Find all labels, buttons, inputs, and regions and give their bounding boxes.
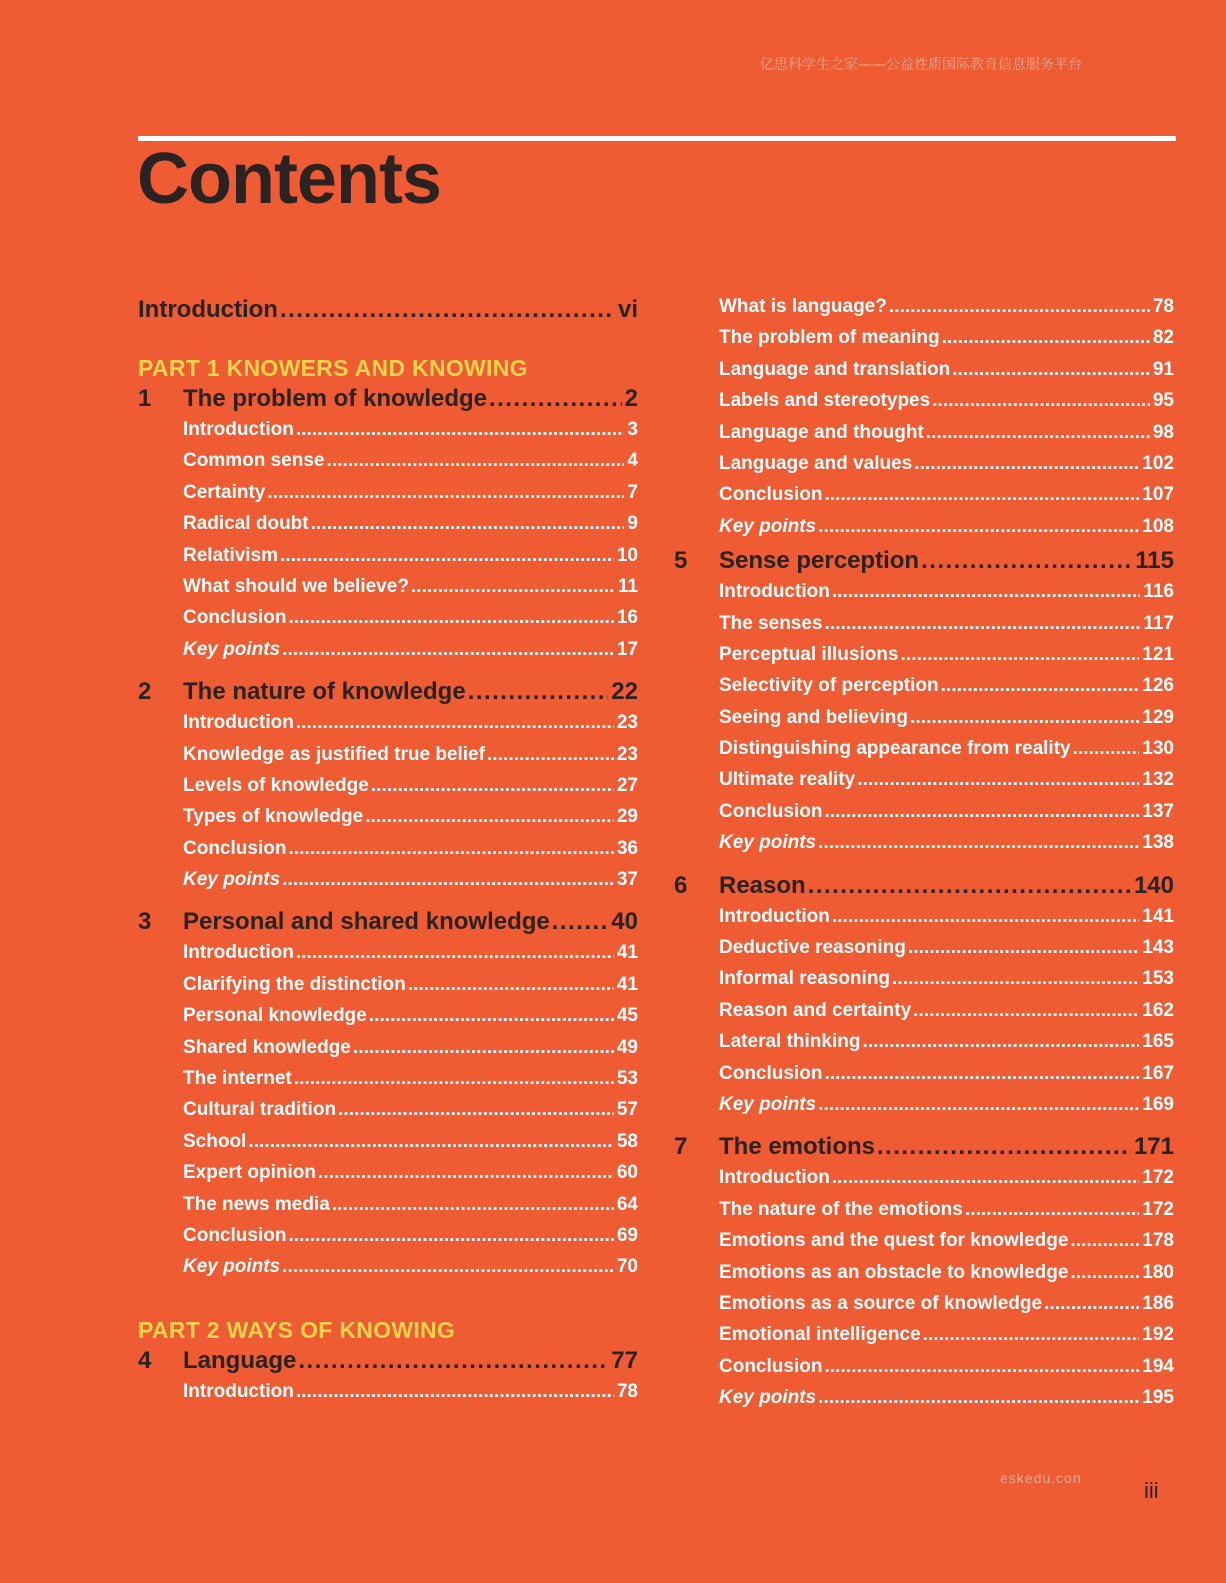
toc-entry-label: Introduction (183, 942, 294, 964)
toc-entry-label: Emotional intelligence (719, 1324, 921, 1346)
toc-entry-page: 130 (1142, 738, 1174, 760)
toc-entry-label: School (183, 1130, 247, 1152)
toc-entry-page: 129 (1142, 706, 1174, 728)
toc-entry-page: 9 (627, 513, 638, 535)
dot-leader (892, 968, 1139, 990)
toc-entry-label: Reason (719, 871, 806, 899)
page-number: iii (1144, 1478, 1159, 1503)
dot-leader (369, 1005, 614, 1027)
toc-entry-label: Seeing and believing (719, 706, 908, 728)
toc-entry-page: 69 (616, 1224, 638, 1246)
toc-entry-label: Key points (719, 1387, 817, 1409)
toc-entry-label: Personal and shared knowledge (183, 908, 550, 936)
toc-section[interactable] (674, 422, 1174, 453)
toc-chapter[interactable] (138, 678, 638, 712)
dot-leader (298, 1347, 608, 1375)
toc-section[interactable] (138, 482, 638, 513)
toc-chapter-entry[interactable] (719, 547, 1174, 575)
toc-section[interactable] (674, 453, 1174, 484)
dot-leader (824, 484, 1139, 506)
dot-leader (941, 675, 1140, 697)
toc-entry-page: 64 (616, 1193, 638, 1215)
toc-entry-page: 117 (1143, 612, 1174, 634)
dot-leader (832, 906, 1139, 928)
toc-entry-label: Labels and stereotypes (719, 390, 931, 412)
toc-entry-label: Perceptual illusions (719, 643, 899, 665)
toc-entry-label: Introduction (183, 419, 294, 440)
toc-entry-page: 7 (627, 481, 638, 503)
dot-leader (808, 872, 1131, 900)
toc-entry-label: Expert opinion (183, 1162, 316, 1184)
toc-entry-label: Emotions as a source of knowledge (719, 1292, 1043, 1314)
toc-entry-page: 186 (1142, 1292, 1174, 1314)
toc-entry-page: 172 (1142, 1167, 1174, 1189)
toc-entry-page: 178 (1142, 1230, 1174, 1252)
toc-entry-page: 78 (1152, 296, 1174, 317)
dot-leader (1070, 1230, 1139, 1252)
toc-entry-page: 162 (1142, 999, 1174, 1021)
toc-entry-label: The problem of meaning (719, 327, 940, 349)
toc-chapter[interactable] (138, 385, 638, 419)
dot-leader (311, 513, 625, 535)
toc-entry-page: 78 (616, 1380, 638, 1402)
toc-entry-label: Conclusion (719, 484, 823, 506)
dot-leader (952, 359, 1150, 381)
dot-leader (280, 296, 615, 324)
toc-entry-label: Common sense (183, 450, 325, 472)
toc-section[interactable] (138, 419, 638, 450)
toc-entry-label: Key points (719, 832, 817, 854)
toc-entry-label: Conclusion (183, 837, 287, 859)
dot-leader (487, 744, 614, 766)
toc-entry-label: Introduction (183, 1380, 294, 1402)
toc-left-column (138, 296, 638, 1412)
dot-leader (818, 1387, 1139, 1409)
toc-entry-label: Certainty (183, 481, 266, 503)
toc-entry-label: Informal reasoning (719, 968, 891, 990)
toc-entry-label: What should we believe? (183, 575, 409, 597)
toc-chapter-entry[interactable] (719, 1133, 1174, 1161)
toc-entry-page: 36 (616, 837, 638, 859)
dot-leader (468, 678, 609, 706)
toc-entry-page: 27 (616, 774, 638, 796)
toc-section[interactable] (138, 576, 638, 607)
chapter-number: 4 (138, 1346, 152, 1374)
toc-section[interactable] (674, 390, 1174, 421)
toc-entry-label: Key points (183, 1256, 281, 1278)
dot-leader (280, 545, 614, 567)
dot-leader (282, 1256, 614, 1278)
toc-entry-label: Conclusion (719, 1062, 823, 1084)
dot-leader (923, 1324, 1140, 1346)
dot-leader (288, 1225, 613, 1247)
toc-entry-page: 23 (616, 712, 638, 734)
toc-entry-page: 121 (1142, 643, 1174, 665)
dot-leader (332, 1194, 614, 1216)
toc-entry-page: 95 (1152, 390, 1174, 412)
toc-key-points[interactable] (674, 1387, 1174, 1418)
toc-entry-label: Introduction (138, 296, 278, 323)
toc-entry-page: 3 (627, 419, 638, 440)
toc-entry-label: The internet (183, 1068, 292, 1090)
toc-entry-label: Radical doubt (183, 513, 309, 535)
toc-section[interactable] (674, 937, 1174, 968)
toc-entry-label: Knowledge as justified true belief (183, 743, 485, 765)
toc-entry-page: 132 (1142, 769, 1174, 791)
toc-entry-page: 140 (1133, 871, 1174, 899)
toc-entry-label: Language and translation (719, 358, 951, 380)
dot-leader (824, 801, 1139, 823)
dot-leader (371, 775, 614, 797)
dot-leader (926, 422, 1150, 444)
toc-entry-page: 195 (1142, 1387, 1174, 1409)
toc-entry-page: 29 (616, 806, 638, 828)
dot-leader (932, 390, 1150, 412)
toc-chapter[interactable] (674, 1133, 1174, 1167)
toc-section[interactable] (138, 775, 638, 806)
dot-leader (824, 1356, 1139, 1378)
toc-entry-page: 194 (1142, 1355, 1174, 1377)
toc-entry-page: 40 (611, 908, 638, 936)
toc-entry-page: 23 (616, 743, 638, 765)
dot-leader (489, 385, 622, 413)
toc-section[interactable] (674, 296, 1174, 327)
toc-section[interactable] (674, 707, 1174, 738)
toc-part-heading: PART 1 KNOWERS AND KNOWING (138, 355, 528, 381)
toc-entry-page: 143 (1142, 937, 1174, 959)
toc-section[interactable] (674, 359, 1174, 390)
toc-entry-page: 169 (1142, 1093, 1174, 1115)
toc-section[interactable] (674, 581, 1174, 612)
dot-leader (1073, 738, 1140, 760)
toc-section[interactable] (674, 968, 1174, 999)
dot-leader (288, 607, 613, 629)
toc-section[interactable] (674, 1293, 1174, 1324)
toc-entry-label: Ultimate reality (719, 769, 856, 791)
toc-section[interactable] (674, 738, 1174, 769)
toc-chapter-entry[interactable] (183, 1347, 638, 1375)
dot-leader (318, 1162, 614, 1184)
toc-section[interactable] (674, 327, 1174, 358)
dot-leader (1070, 1262, 1139, 1284)
toc-section[interactable] (138, 1381, 638, 1412)
toc-entry-page: 115 (1135, 547, 1174, 575)
toc-entry-page: 192 (1142, 1324, 1174, 1346)
dot-leader (353, 1037, 614, 1059)
toc-section[interactable] (674, 1167, 1174, 1198)
toc-entry-label: Emotions and the quest for knowledge (719, 1230, 1069, 1252)
toc-chapter[interactable] (138, 1347, 638, 1381)
toc-entry-page: 165 (1142, 1031, 1174, 1053)
chapter-number: 3 (138, 908, 152, 936)
dot-leader (921, 547, 1132, 575)
toc-entry-page: 41 (616, 942, 638, 964)
toc-section[interactable] (138, 744, 638, 775)
toc-entry-label: The news media (183, 1193, 330, 1215)
toc-entry-label: Relativism (183, 544, 279, 566)
page-title: Contents (137, 139, 441, 219)
toc-entry-page: 172 (1142, 1198, 1174, 1220)
toc-entry-page: 77 (611, 1346, 638, 1374)
toc-entry-page: 70 (616, 1256, 638, 1278)
toc-section[interactable] (674, 906, 1174, 937)
toc-entry-page: 58 (616, 1130, 638, 1152)
toc-entry-page: 11 (617, 575, 638, 597)
dot-leader (338, 1099, 614, 1121)
dot-leader (877, 1133, 1131, 1161)
toc-entry-label: Key points (719, 1093, 817, 1115)
toc-entry-page: 57 (616, 1099, 638, 1121)
dot-leader (913, 1000, 1139, 1022)
toc-section[interactable] (138, 1131, 638, 1162)
toc-key-points[interactable] (674, 516, 1174, 547)
toc-entry-label: Distinguishing appearance from reality (719, 738, 1071, 760)
toc-entry-page: 82 (1152, 327, 1174, 349)
toc-section[interactable] (674, 1031, 1174, 1062)
dot-leader (818, 832, 1139, 854)
dot-leader (818, 1094, 1139, 1116)
toc-entry-label: Introduction (719, 1167, 830, 1189)
toc-entry-page: 22 (611, 678, 638, 706)
toc-introduction[interactable] (138, 296, 638, 326)
toc-section[interactable] (138, 1037, 638, 1068)
dot-leader (365, 806, 614, 828)
toc-chapter-entry[interactable] (183, 385, 638, 413)
toc-entry-page: 180 (1142, 1261, 1174, 1283)
toc-chapter-entry[interactable] (183, 678, 638, 706)
dot-leader (908, 937, 1139, 959)
toc-chapter[interactable] (138, 908, 638, 942)
toc-entry-label: Introduction (183, 712, 294, 734)
toc-section[interactable] (138, 450, 638, 481)
toc-section[interactable] (138, 513, 638, 544)
toc-entry-label: The nature of knowledge (183, 678, 466, 706)
dot-leader (326, 450, 624, 472)
toc-key-points[interactable] (138, 869, 638, 900)
toc-entry-label: The nature of the emotions (719, 1198, 963, 1220)
toc-section[interactable] (138, 806, 638, 837)
dot-leader (818, 516, 1139, 538)
dot-leader (862, 1031, 1139, 1053)
toc-entry-label: Deductive reasoning (719, 937, 906, 959)
toc-section[interactable] (138, 1068, 638, 1099)
dot-leader (857, 769, 1139, 791)
toc-key-points[interactable] (138, 1256, 638, 1287)
toc-entry-page: 107 (1142, 484, 1174, 506)
toc-section[interactable] (138, 1225, 638, 1256)
toc-entry-page: 108 (1142, 515, 1174, 537)
toc-section[interactable] (674, 1199, 1174, 1230)
toc-section[interactable] (138, 1162, 638, 1193)
toc-entry-label: Conclusion (719, 800, 823, 822)
toc-section[interactable] (674, 1230, 1174, 1261)
watermark-top: 亿思科学生之家——公益性质国际教育信息服务平台 (760, 57, 1082, 73)
toc-entry-label: Lateral thinking (719, 1031, 861, 1053)
dot-leader (282, 869, 614, 891)
toc-section[interactable] (138, 838, 638, 869)
toc-entry-page: 4 (627, 450, 638, 472)
toc-section[interactable] (674, 801, 1174, 832)
toc-entry-label: The emotions (719, 1133, 876, 1161)
dot-leader (282, 639, 614, 661)
toc-entry-label: Emotions as an obstacle to knowledge (719, 1261, 1069, 1283)
dot-leader (832, 1167, 1139, 1189)
chapter-number: 7 (674, 1133, 688, 1161)
toc-section[interactable] (674, 1262, 1174, 1293)
dot-leader (296, 942, 614, 964)
toc-entry-page: 2 (624, 385, 638, 412)
toc-entry-page: 10 (616, 544, 638, 566)
toc-section[interactable] (138, 607, 638, 638)
chapter-number: 5 (674, 547, 688, 575)
toc-section[interactable] (674, 675, 1174, 706)
toc-entry-label: The problem of knowledge (183, 385, 488, 412)
toc-section[interactable] (674, 484, 1174, 515)
toc-key-points[interactable] (674, 1094, 1174, 1125)
dot-leader (832, 581, 1141, 603)
toc-section[interactable] (674, 1324, 1174, 1355)
dot-leader (294, 1068, 614, 1090)
toc-entry-page: 141 (1142, 905, 1174, 927)
toc-entry-label: Introduction (719, 905, 830, 927)
dot-leader (296, 1381, 614, 1403)
toc-section[interactable] (674, 769, 1174, 800)
toc-entry-page: 45 (616, 1005, 638, 1027)
toc-key-points[interactable] (674, 832, 1174, 863)
dot-leader (1044, 1293, 1139, 1315)
toc-entry-label: Types of knowledge (183, 806, 364, 828)
toc-entry-page: 53 (616, 1068, 638, 1090)
dot-leader (901, 644, 1140, 666)
toc-entry-page: 102 (1142, 452, 1174, 474)
toc-entry-page: 17 (616, 638, 638, 660)
dot-leader (824, 1063, 1139, 1085)
toc-entry-page: 137 (1142, 800, 1174, 822)
toc-part-heading: PART 2 WAYS OF KNOWING (138, 1316, 456, 1343)
toc-entry-label: Personal knowledge (183, 1005, 367, 1027)
toc-entry-page: 16 (616, 607, 638, 629)
dot-leader (296, 419, 625, 441)
toc-entry-page: 41 (616, 973, 638, 995)
toc-chapter[interactable] (674, 547, 1174, 581)
toc-section[interactable] (674, 1000, 1174, 1031)
toc-entry-label: Conclusion (183, 607, 287, 629)
toc-entry-page: 126 (1142, 675, 1174, 697)
toc-entry-label: Key points (183, 869, 281, 891)
dot-leader (942, 327, 1150, 349)
toc-entry-page: 138 (1142, 832, 1174, 854)
toc-entry-label: Reason and certainty (719, 999, 912, 1021)
toc-entry-page: 49 (616, 1036, 638, 1058)
toc-entry-page: 98 (1152, 421, 1174, 443)
toc-entry-label: Shared knowledge (183, 1036, 351, 1058)
dot-leader (408, 974, 614, 996)
toc-entry-page: vi (617, 296, 638, 323)
toc-entry-label: Language and thought (719, 421, 924, 443)
toc-section[interactable] (138, 712, 638, 743)
dot-leader (248, 1131, 614, 1153)
toc-entry-page: 171 (1133, 1133, 1174, 1161)
toc-entry-label: Introduction (719, 581, 830, 603)
toc-chapter[interactable] (674, 872, 1174, 906)
toc-section[interactable] (674, 1063, 1174, 1094)
dot-leader (910, 707, 1139, 729)
toc-section[interactable] (138, 545, 638, 576)
watermark-bottom: eskedu.con (1000, 1470, 1082, 1486)
dot-leader (552, 908, 609, 936)
toc-entry-label: Key points (183, 638, 281, 660)
toc-entry-label: What is language? (719, 296, 887, 317)
toc-entry-label: Cultural tradition (183, 1099, 337, 1121)
toc-section[interactable] (138, 942, 638, 973)
toc-entry-label: Clarifying the distinction (183, 973, 406, 995)
toc-entry-label: Key points (719, 515, 817, 537)
toc-entry-label: Sense perception (719, 547, 920, 575)
dot-leader (825, 613, 1141, 635)
toc-chapter-entry[interactable] (719, 872, 1174, 900)
toc-entry-page: 91 (1152, 358, 1174, 380)
dot-leader (267, 482, 624, 504)
toc-key-points[interactable] (138, 639, 638, 670)
dot-leader (914, 453, 1139, 475)
toc-chapter-entry[interactable] (183, 908, 638, 936)
toc-entry-label: Conclusion (183, 1224, 287, 1246)
dot-leader (889, 296, 1150, 318)
toc-section[interactable] (138, 974, 638, 1005)
toc-entry-label: The senses (719, 612, 823, 634)
dot-leader (965, 1199, 1139, 1221)
dot-leader (296, 712, 614, 734)
chapter-number: 1 (138, 385, 152, 412)
toc-entry-page: 153 (1142, 968, 1174, 990)
toc-entry-page: 37 (616, 869, 638, 891)
chapter-number: 2 (138, 678, 152, 706)
chapter-number: 6 (674, 871, 688, 899)
toc-section[interactable] (674, 613, 1174, 644)
dot-leader (288, 838, 613, 860)
toc-entry-label: Language (183, 1346, 297, 1374)
toc-entry-label: Language and values (719, 452, 913, 474)
toc-section[interactable] (138, 1099, 638, 1130)
toc-section[interactable] (674, 1356, 1174, 1387)
toc-section[interactable] (138, 1005, 638, 1036)
toc-section[interactable] (138, 1194, 638, 1225)
toc-entry-page: 60 (616, 1162, 638, 1184)
toc-entry-page: 116 (1143, 581, 1174, 603)
toc-entry-label: Conclusion (719, 1355, 823, 1377)
toc-entry-label: Levels of knowledge (183, 774, 369, 796)
toc-entry-label: Selectivity of perception (719, 675, 939, 697)
dot-leader (411, 576, 615, 598)
toc-section[interactable] (674, 644, 1174, 675)
toc-right-column (674, 296, 1174, 1419)
toc-entry-page: 167 (1142, 1062, 1174, 1084)
